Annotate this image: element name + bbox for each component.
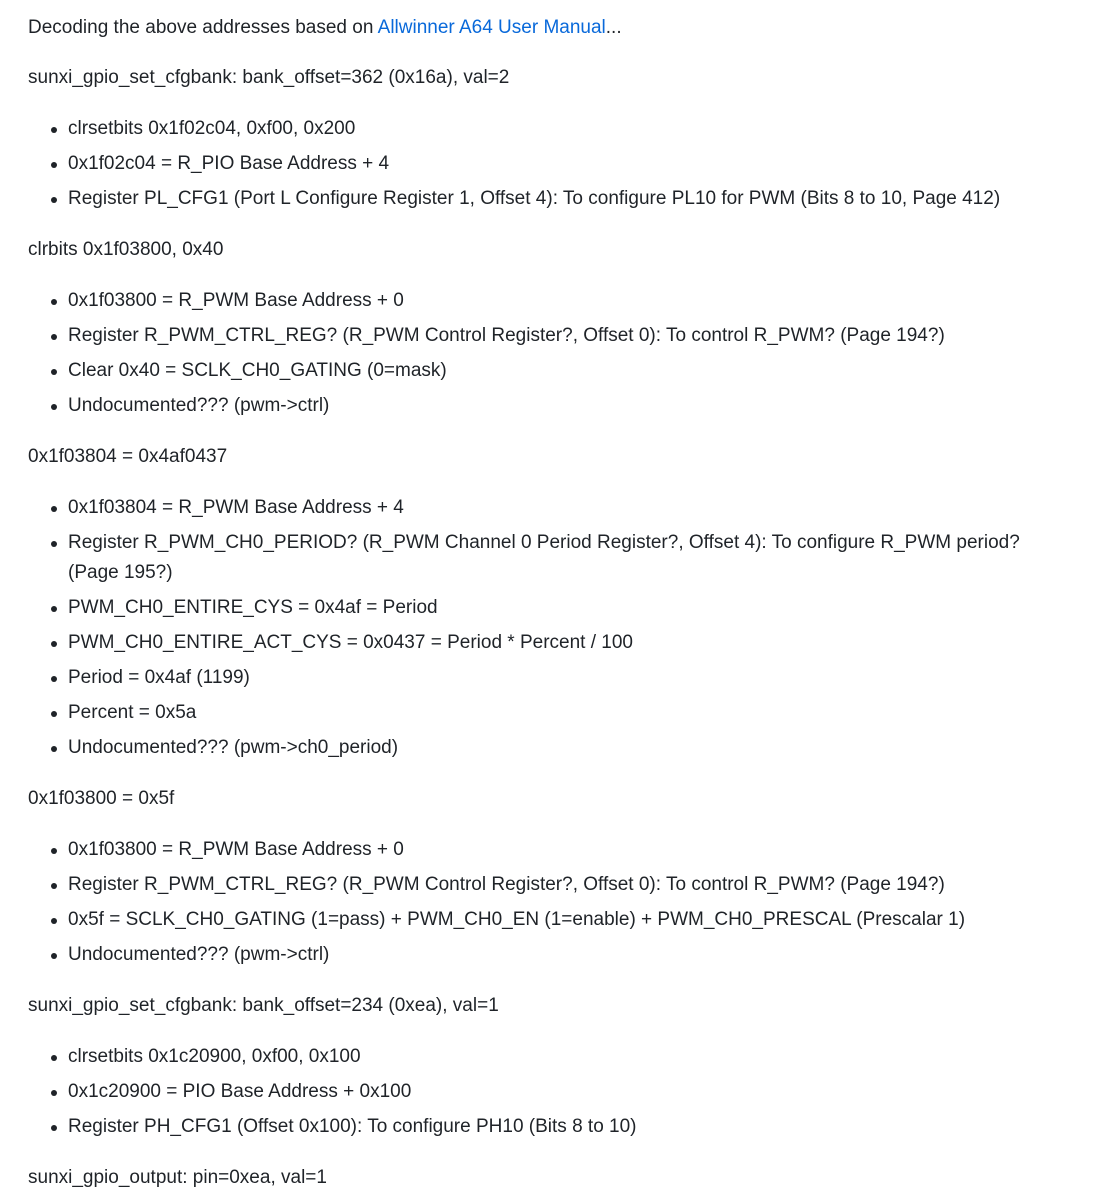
allwinner-manual-link[interactable]: Allwinner A64 User Manual [377, 17, 606, 38]
list-item: Register PL_CFG1 (Port L Configure Register 1, Offset 4): To configure PL10 for PWM (Bits 8 to 10, Page 412) [68, 184, 1068, 214]
list-item: Undocumented??? (pwm->ch0_period) [68, 733, 1068, 763]
list-item: 0x1c20900 = PIO Base Address + 0x100 [68, 1077, 1068, 1107]
section-heading: sunxi_gpio_set_cfgbank: bank_offset=362 (0x16a), val=2 [28, 67, 510, 88]
list-item: 0x1f03800 = R_PWM Base Address + 0 [68, 286, 1068, 316]
list-item: Undocumented??? (pwm->ctrl) [68, 940, 1068, 970]
section-list [28, 1042, 1068, 1142]
section-list [28, 286, 1068, 421]
list-item: 0x5f = SCLK_CH0_GATING (1=pass) + PWM_CH0_EN (1=enable) + PWM_CH0_PRESCAL (Prescalar 1) [68, 905, 1068, 935]
list-item: clrsetbits 0x1f02c04, 0xf00, 0x200 [68, 114, 1068, 144]
list-item: Register R_PWM_CTRL_REG? (R_PWM Control Register?, Offset 0): To control R_PWM? (Page 194?) [68, 870, 1068, 900]
section-list [28, 493, 1068, 763]
section-list [28, 835, 1068, 970]
list-item: Period = 0x4af (1199) [68, 663, 1068, 693]
list-item: Percent = 0x5a [68, 698, 1068, 728]
list-item: Register PH_CFG1 (Offset 0x100): To configure PH10 (Bits 8 to 10) [68, 1112, 1068, 1142]
list-item: 0x1f03804 = R_PWM Base Address + 4 [68, 493, 1068, 523]
list-item: Undocumented??? (pwm->ctrl) [68, 391, 1068, 421]
list-item: Clear 0x40 = SCLK_CH0_GATING (0=mask) [68, 356, 1068, 386]
list-item: PWM_CH0_ENTIRE_CYS = 0x4af = Period [68, 593, 1068, 623]
section-heading: 0x1f03800 = 0x5f [28, 788, 175, 809]
section-heading: clrbits 0x1f03800, 0x40 [28, 239, 224, 260]
list-item: Register R_PWM_CTRL_REG? (R_PWM Control Register?, Offset 0): To control R_PWM? (Page 194?) [68, 321, 1068, 351]
list-item: clrsetbits 0x1c20900, 0xf00, 0x100 [68, 1042, 1068, 1072]
section-heading: 0x1f03804 = 0x4af0437 [28, 446, 228, 467]
list-item: 0x1f03800 = R_PWM Base Address + 0 [68, 835, 1068, 865]
list-item: Register R_PWM_CH0_PERIOD? (R_PWM Channel 0 Period Register?, Offset 4): To configure R_PWM period? (Page 195?) [68, 528, 1068, 588]
list-item: PWM_CH0_ENTIRE_ACT_CYS = 0x0437 = Period * Percent / 100 [68, 628, 1068, 658]
section-list [28, 114, 1068, 214]
section-heading: sunxi_gpio_set_cfgbank: bank_offset=234 (0xea), val=1 [28, 995, 499, 1016]
intro-paragraph [28, 14, 1068, 42]
section-heading: sunxi_gpio_output: pin=0xea, val=1 [28, 1167, 327, 1188]
list-item: 0x1f02c04 = R_PIO Base Address + 4 [68, 149, 1068, 179]
intro-suffix: ... [605, 17, 622, 38]
intro-prefix: Decoding the above addresses based on [28, 17, 378, 38]
